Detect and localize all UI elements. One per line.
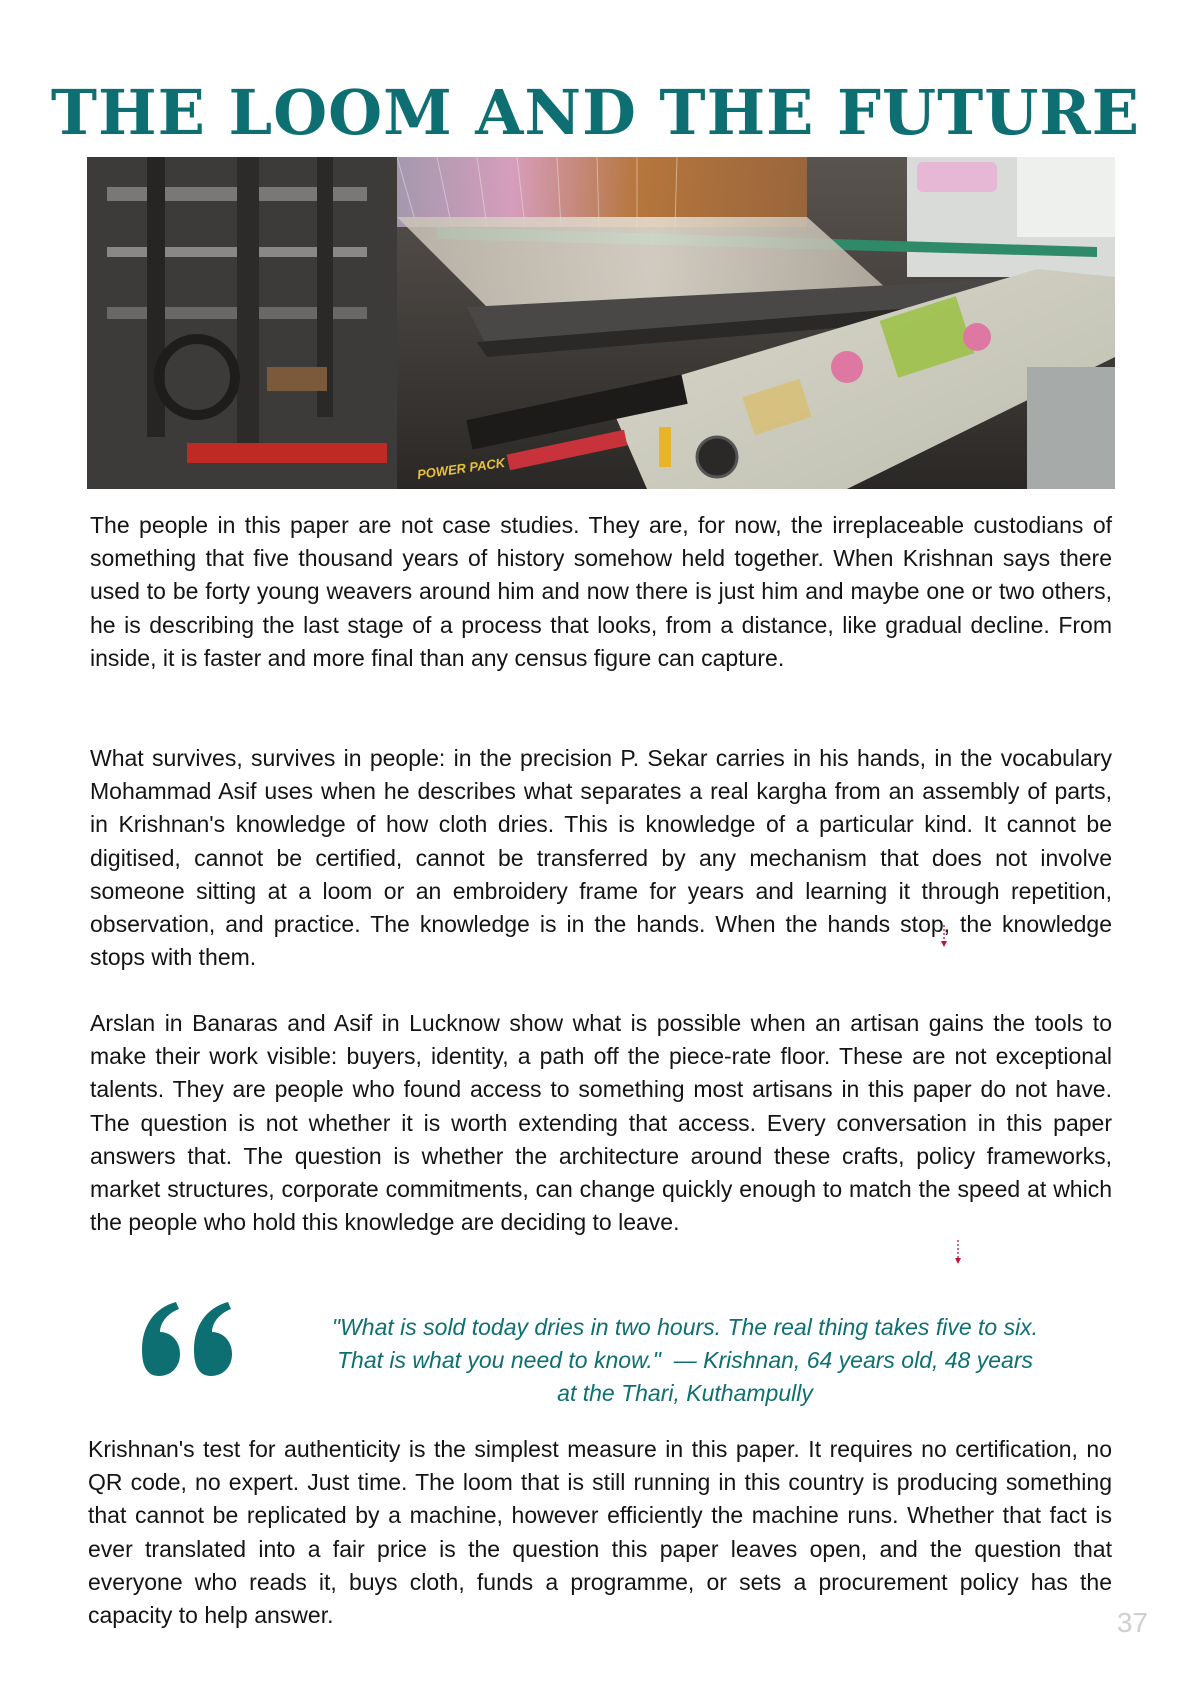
edit-marker-arrow: [955, 1240, 961, 1264]
body-paragraph-3: Arslan in Banaras and Asif in Lucknow show what is possible when an artisan gains the tools to make their work visible: buyers, identity, a path off the piece-rate floor. These are not exceptional talents. They are people who found access to something most artisans in this paper do not have. The question is not whether it is worth extending that access. Every conversation in this paper answers that. The question is whether the architecture around these crafts, policy frameworks, market structures, corporate commitments, can change quickly enough to match the speed at which the people who hold this knowledge are deciding to leave.: [90, 1010, 1112, 1236]
body-paragraph-2: What survives, survives in people: in the precision P. Sekar carries in his hands, in the vocabulary Mohammad Asif uses when he describes what separates a real kargha from an assembly of parts, in Krishnan's knowledge of how cloth dries. This is knowledge of a particular kind. It cannot be digitised, cannot be certified, cannot be transferred by any mechanism that does not involve someone sitting at a loom or an embroidery frame for years and learning it through repetition, observation, and practice. The knowledge is in the hands. When the hands stop, the knowledge stops with them.: [90, 745, 1112, 971]
edit-marker-arrow: [941, 925, 947, 947]
pull-quote-line-1: "What is sold today dries in two hours. The real thing takes five to six.: [331, 1314, 1039, 1340]
pull-quote-line-3: at the Thari, Kuthampully: [557, 1380, 813, 1407]
body-paragraph-4: Krishnan's test for authenticity is the simplest measure in this paper. It requires no certification, no QR code, no expert. Just time. The loom that is still running in this country is producing something that cannot be replicated by a machine, however efficiently the machine runs. Whether that fact is ever translated into a fair price is the question this paper leaves open, and the question that everyone who reads it, buys cloth, funds a programme, or sets a procurement policy has the capacity to help answer.: [88, 1436, 1112, 1629]
pull-quote: [280, 1311, 1090, 1411]
body-paragraph-1: The people in this paper are not case studies. They are, for now, the irreplaceable custodians of something that five thousand years of history somehow held together. When Krishnan says there used to be forty young weavers around him and now there is just him and maybe one or two others, he is describing the last stage of a process that looks, from a distance, like gradual decline. From inside, it is faster and more final than any census figure can capture.: [90, 512, 1112, 671]
page-number: 37: [1116, 1607, 1148, 1638]
pull-quote-line-2: That is what you need to know." — Krishnan, 64 years old, 48 years: [337, 1347, 1033, 1374]
loom-label-text: POWER PACK: [416, 454, 507, 483]
quote-mark-icon: [132, 1298, 244, 1378]
loom-photo: [87, 157, 1115, 489]
page-title: THE LOOM AND THE FUTURE: [50, 76, 1141, 149]
